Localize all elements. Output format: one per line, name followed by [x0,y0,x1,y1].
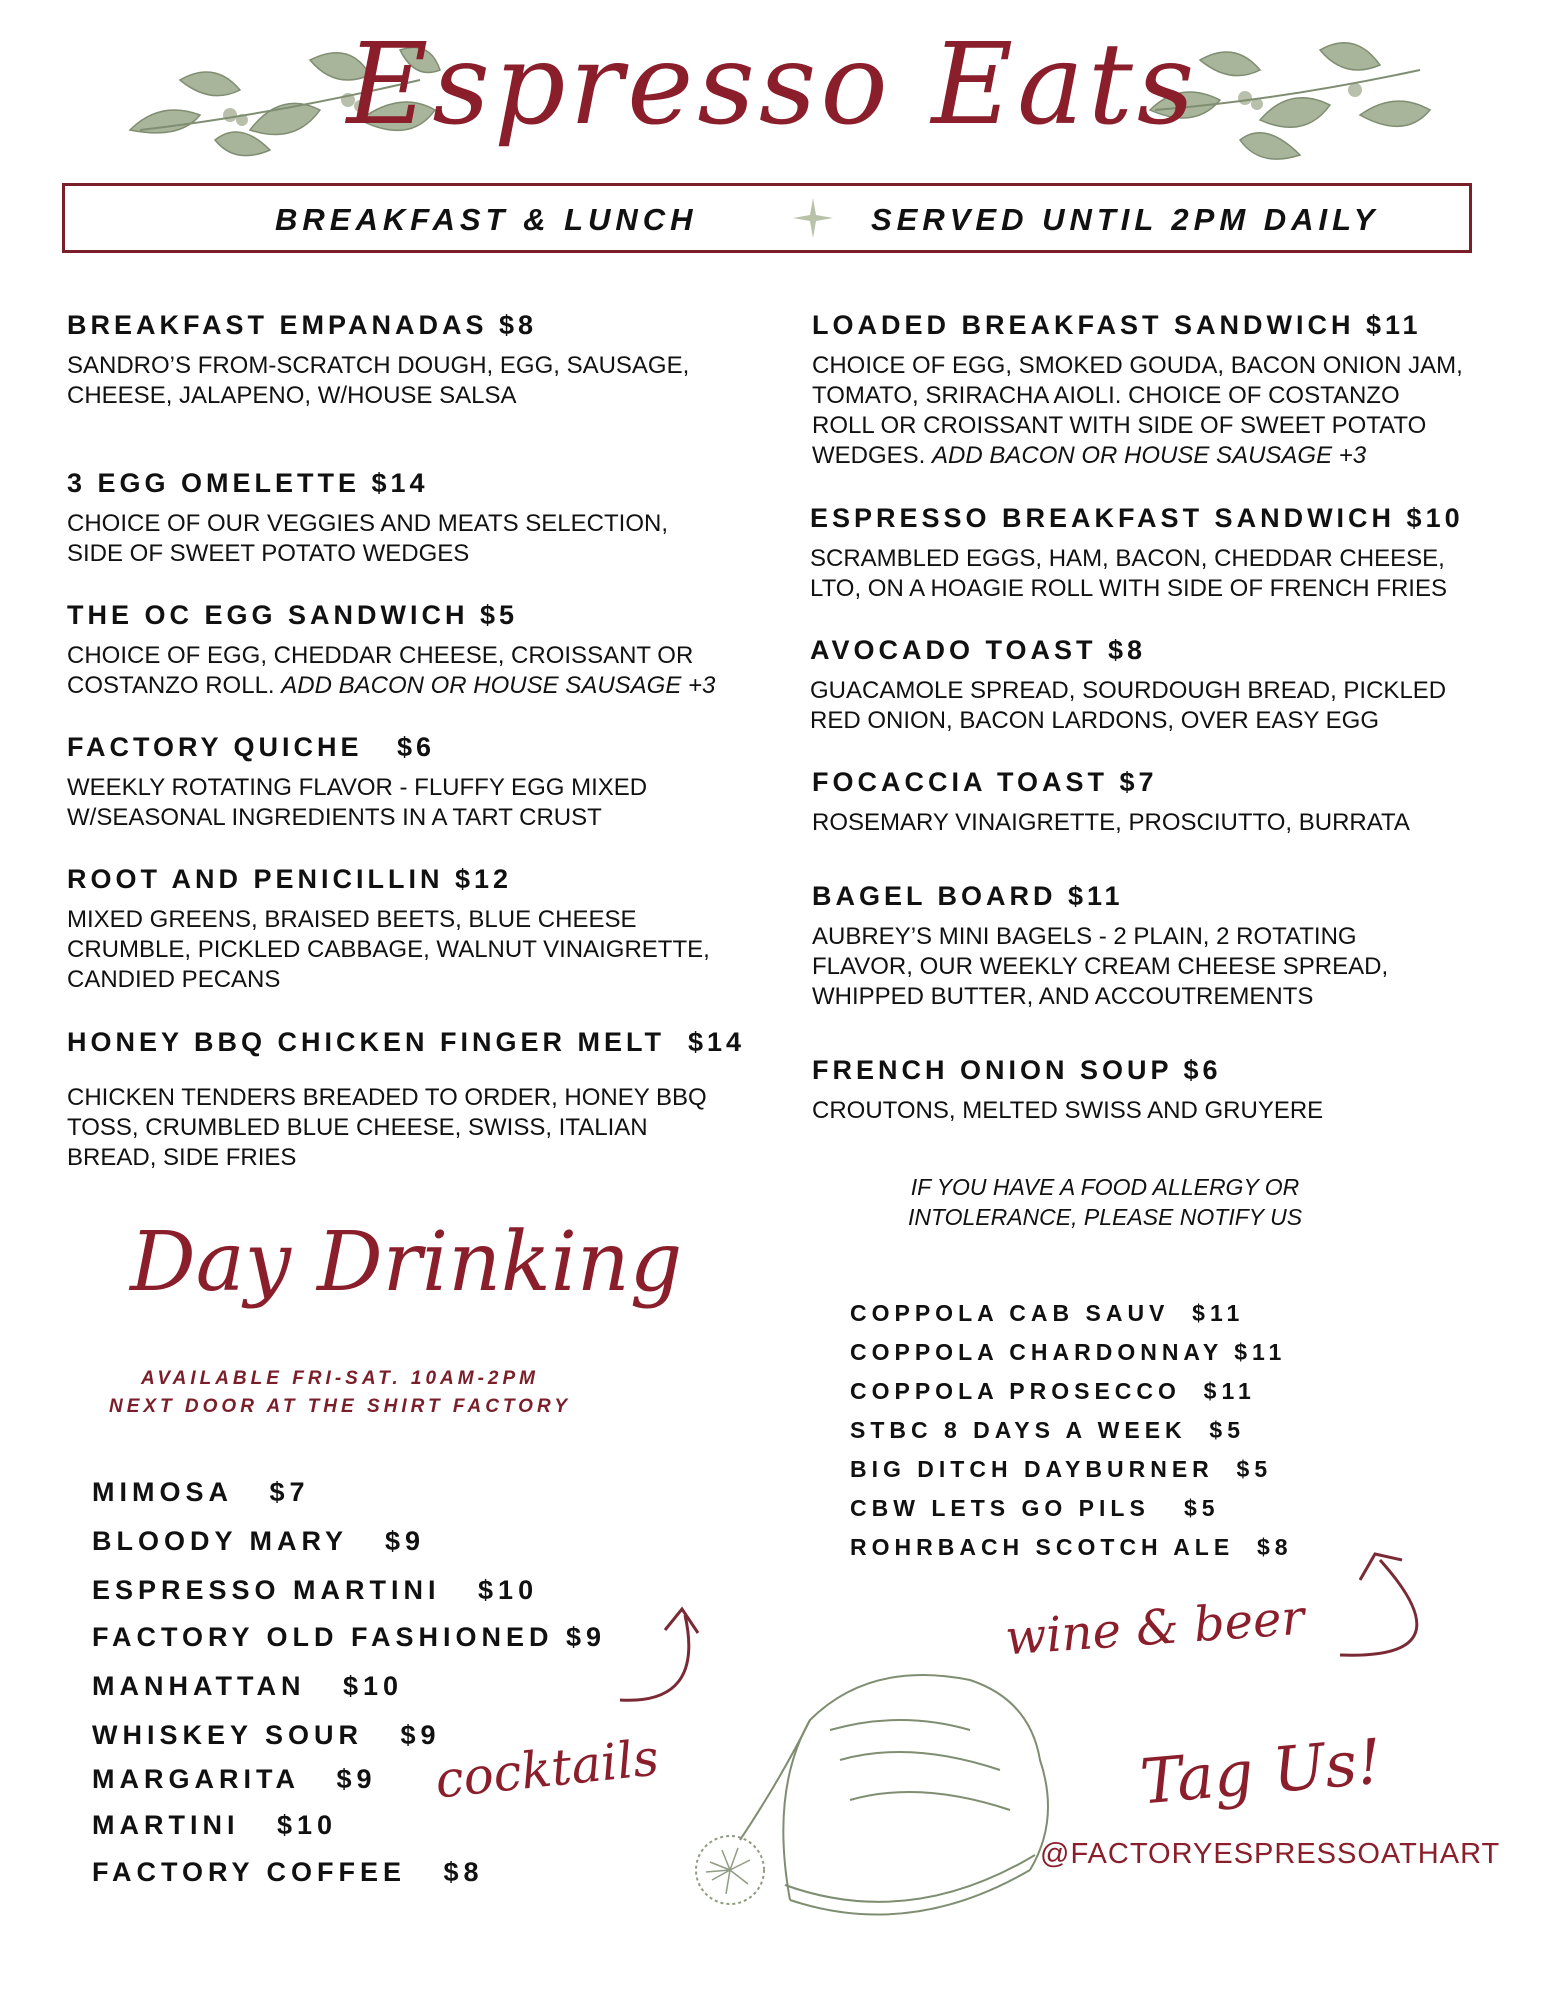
menu-item-desc: SCRAMBLED EGGS, HAM, BACON, CHEDDAR CHEESE, LTO, ON A HOAGIE ROLL WITH SIDE OF FRENCH FRIES [810,545,1447,602]
allergy-note: IF YOU HAVE A FOOD ALLERGY OR INTOLERANCE, PLEASE NOTIFY US [907,1174,1303,1230]
menu-item-desc: CROUTONS, MELTED SWISS AND GRUYERE [812,1097,1324,1124]
wine-item: COPPOLA CHARDONNAY $11 [850,1339,1287,1365]
cocktail-item: FACTORY COFFEE $8 [92,1857,484,1887]
menu-item-title: BREAKFAST EMPANADAS $8 [67,310,538,340]
add-on-note: ADD BACON OR HOUSE SAUSAGE +3 [281,672,716,699]
wine-item: STBC 8 DAYS A WEEK $5 [850,1417,1246,1443]
curved-arrow-icon [1320,1540,1460,1670]
wine-item: BIG DITCH DAYBURNER $5 [850,1456,1273,1482]
menu-item-title: AVOCADO TOAST $8 [810,635,1147,665]
menu-item-title: ESPRESSO BREAKFAST SANDWICH $10 [810,503,1464,533]
menu-item-title: THE OC EGG SANDWICH $5 [67,600,519,630]
wine-item: CBW LETS GO PILS $5 [850,1495,1220,1521]
banner-right-text: SERVED UNTIL 2PM DAILY [871,202,1380,237]
tag-us-label: Tag Us! [1137,1724,1385,1819]
menu-item-desc: AUBREY’S MINI BAGELS - 2 PLAIN, 2 ROTATING FLAVOR, OUR WEEKLY CREAM CHEESE SPREAD, WHIPPED BUTTER, AND ACCOUTREMENTS [812,923,1389,1010]
wine-item: COPPOLA CAB SAUV $11 [850,1300,1245,1326]
menu-item-desc: CHOICE OF EGG, CHEDDAR CHEESE, CROISSANT OR COSTANZO ROLL. ADD BACON OR HOUSE SAUSAGE +3 [67,642,716,699]
menu-item-desc: ROSEMARY VINAIGRETTE, PROSCIUTTO, BURRATA [812,809,1410,836]
availability-line-1: AVAILABLE FRI-SAT. 10AM-2PM [141,1368,539,1389]
cocktail-item: MARTINI $10 [92,1810,338,1840]
cocktail-item: ESPRESSO MARTINI $10 [92,1575,539,1605]
cocktail-item: WHISKEY SOUR $9 [92,1720,441,1750]
wine-item: COPPOLA PROSECCO $11 [850,1378,1256,1404]
banner-left-text: BREAKFAST & LUNCH [275,202,698,237]
menu-item-title: ROOT AND PENICILLIN $12 [67,864,513,894]
menu-item-title: FACTORY QUICHE $6 [67,732,436,762]
menu-item-title: FOCACCIA TOAST $7 [812,767,1158,797]
menu-item-desc: WEEKLY ROTATING FLAVOR - FLUFFY EGG MIXED W/SEASONAL INGREDIENTS IN A TART CRUST [67,774,648,831]
cocktail-item: MANHATTAN $10 [92,1671,404,1701]
hours-banner [62,183,1472,253]
wine-beer-label: wine & beer [1003,1589,1307,1667]
sparkle-icon [793,198,833,238]
cocktail-item: FACTORY OLD FASHIONED $9 [92,1622,607,1652]
day-drinking-title: Day Drinking [130,1215,683,1310]
menu-item-desc: MIXED GREENS, BRAISED BEETS, BLUE CHEESE CRUMBLE, PICKLED CABBAGE, WALNUT VINAIGRETTE, CANDIED PECANS [67,906,710,993]
menu-item-desc: GUACAMOLE SPREAD, SOURDOUGH BREAD, PICKLED RED ONION, BACON LARDONS, OVER EASY EGG [810,677,1447,734]
availability-line-2: NEXT DOOR AT THE SHIRT FACTORY [108,1396,572,1417]
santa-hat-icon [670,1640,1110,1970]
cocktail-item: BLOODY MARY $9 [92,1526,426,1556]
menu-item-title: FRENCH ONION SOUP $6 [812,1055,1222,1085]
menu-item-title: HONEY BBQ CHICKEN FINGER MELT $14 [67,1027,746,1057]
menu-item-title: BAGEL BOARD $11 [812,881,1124,911]
menu-item-desc: CHOICE OF EGG, SMOKED GOUDA, BACON ONION JAM, TOMATO, SRIRACHA AIOLI. CHOICE OF COSTANZO ROLL OR CROISSANT WITH SIDE OF SWEET POTATO WEDGES. ADD BACON OR HOUSE SAUSAGE +3 [812,352,1463,469]
menu-item-title: LOADED BREAKFAST SANDWICH $11 [812,310,1422,340]
add-on-note: ADD BACON OR HOUSE SAUSAGE +3 [932,442,1367,469]
wine-item: ROHRBACH SCOTCH ALE $8 [850,1534,1293,1560]
availability-text [100,1365,580,1421]
cocktails-label: cocktails [432,1728,662,1810]
page-title: Espresso Eats [346,20,1199,150]
cocktail-item: MARGARITA $9 [92,1764,377,1794]
social-handle: @FACTORYESPRESSOATHART [1040,1838,1501,1870]
menu-item-title: 3 EGG OMELETTE $14 [67,468,429,498]
menu-item-desc: SANDRO’S FROM-SCRATCH DOUGH, EGG, SAUSAGE, CHEESE, JALAPENO, W/HOUSE SALSA [67,352,690,409]
menu-item-desc: CHOICE OF OUR VEGGIES AND MEATS SELECTION, SIDE OF SWEET POTATO WEDGES [67,510,668,567]
menu-item-desc: CHICKEN TENDERS BREADED TO ORDER, HONEY BBQ TOSS, CRUMBLED BLUE CHEESE, SWISS, ITALIAN BREAD, SIDE FRIES [67,1084,707,1171]
cocktail-item: MIMOSA $7 [92,1477,310,1507]
